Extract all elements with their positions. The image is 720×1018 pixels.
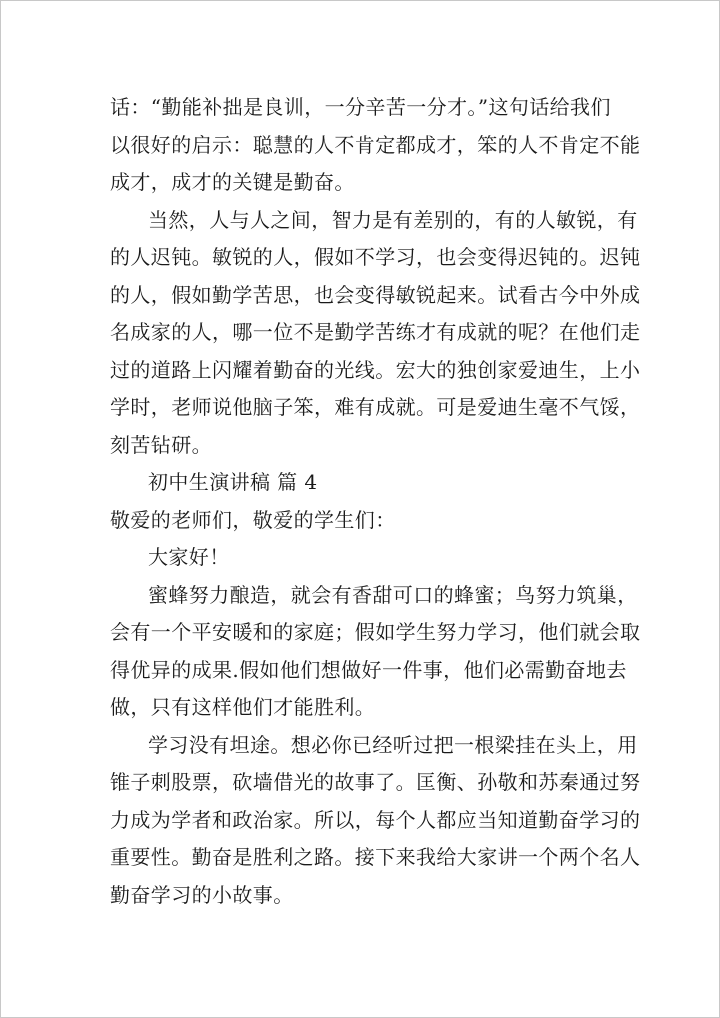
text-line: 会有一个平安暖和的家庭；假如学生努力学习，他们就会取	[110, 620, 641, 644]
text-line: 学时，老师说他脑子笨，难有成就。可是爱迪生毫不气馁，	[110, 395, 641, 419]
text-line: 以很好的启示：聪慧的人不肯定都成才，笨的人不肯定不能	[110, 132, 641, 157]
text-line: 的人，假如勤学苦思，也会变得敏锐起来。试看古今中外成	[110, 282, 641, 307]
salutation	[110, 502, 616, 540]
text-line: 当然，人与人之间，智力是有差别的，有的人敏锐，有	[148, 207, 638, 232]
section-heading	[110, 464, 616, 502]
text-line: 的人迟钝。敏锐的人，假如不学习，也会变得迟钝的。迟钝	[110, 245, 641, 269]
text-line: 成才，成才的关键是勤奋。	[110, 170, 355, 194]
paragraph	[110, 577, 641, 727]
text-line: 勤奋学习的小故事。	[110, 882, 294, 907]
text-line: 大家好！	[148, 545, 230, 569]
text-line: 得优异的成果.假如他们想做好一件事，他们必需勤奋地去	[110, 657, 627, 682]
paragraph	[110, 727, 641, 915]
text-line: 重要性。勤奋是胜利之路。接下来我给大家讲一个两个名人	[110, 845, 641, 869]
text-line: 初中生演讲稿 篇 4	[148, 470, 318, 494]
text-line: 话：“勤能补拙是良训，一分辛苦一分才。”这句话给我们	[110, 95, 611, 119]
text-line: 刻苦钻研。	[110, 432, 212, 457]
document-body	[110, 89, 641, 914]
text-line: 名成家的人，哪一位不是勤学苦练才有成就的呢？在他们走	[110, 320, 641, 344]
text-line: 学习没有坦途。想必你已经听过把一根梁挂在头上，用	[148, 732, 638, 757]
text-line: 做，只有这样他们才能胜利。	[110, 695, 376, 719]
paragraph	[110, 89, 641, 202]
text-line: 力成为学者和政治家。所以，每个人都应当知道勤奋学习的	[110, 807, 641, 832]
text-line: 锥子刺股票，砍墙借光的故事了。匡衡、孙敬和苏秦通过努	[110, 770, 641, 794]
paragraph	[110, 202, 641, 465]
text-line: 敬爱的老师们，敬爱的学生们：	[110, 507, 396, 532]
text-line: 蜜蜂努力酿造，就会有香甜可口的蜂蜜；鸟努力筑巢，	[148, 582, 638, 607]
greeting	[110, 539, 616, 577]
text-line: 过的道路上闪耀着勤奋的光线。宏大的独创家爱迪生，上小	[110, 357, 641, 382]
